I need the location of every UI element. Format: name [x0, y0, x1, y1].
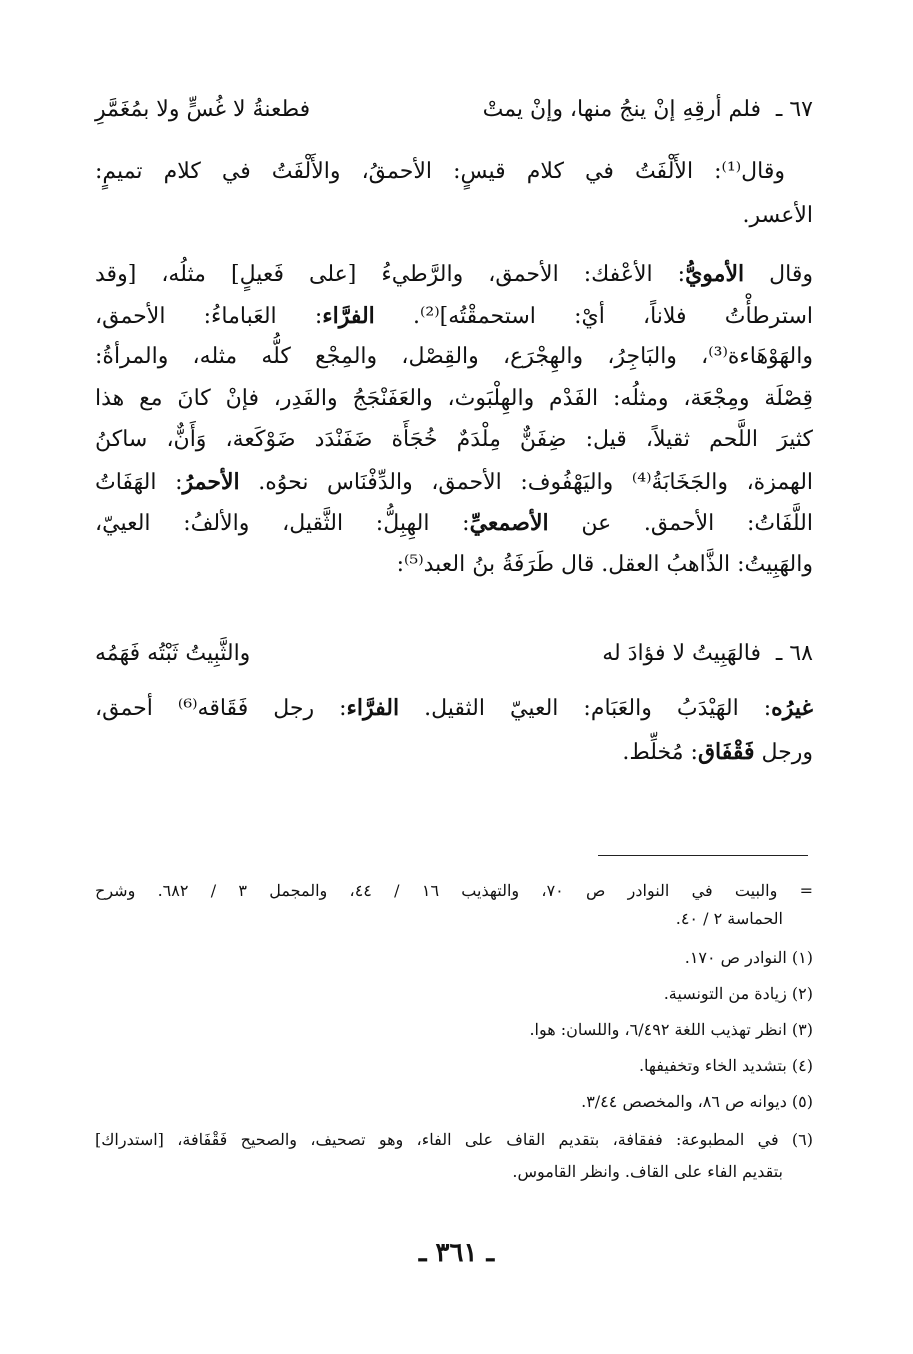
bold-term: الفرَّاء [322, 302, 375, 329]
text-run: اللَّفَاتُ: الأحمق. عن [548, 511, 813, 536]
footnote-separator [598, 855, 808, 856]
paragraph-line [95, 339, 813, 375]
bold-term: الأحمرُ [182, 468, 240, 495]
bold-term: الأصمعيِّ [469, 510, 549, 536]
footnote-item: (١) النوادر ص ١٧٠. [684, 948, 813, 967]
paragraph-line [95, 547, 813, 583]
paragraph-line: الأعسر. [742, 203, 813, 228]
text-run: : الأعْفك: الأحمق، والرَّطيءُ [على فَعيلٍ] مثلُه، [وقد [95, 262, 686, 287]
text-run: ورجل [754, 740, 813, 765]
bold-term: غيرُه [771, 695, 813, 721]
paragraph-line [95, 734, 813, 771]
footnote-item: (٢) زيادة من التونسية. [663, 984, 813, 1003]
text-run: : مُخلِّط. [622, 740, 698, 765]
bold-term: الفرَّاء [346, 695, 400, 721]
paragraph-line [95, 381, 813, 417]
text-run: قِصْلَة ومِجْعَة، ومثلُه: الفَدْم والهِلْبَوث، والعَفَنْجَجُ والفَدِر، فإنْ كانَ مع هذا [95, 385, 813, 411]
text-run: وقال [744, 262, 813, 287]
paragraph-line: وقال⁽¹⁾: الأَلْفَتُ في كلام قيسٍ: الأحمقُ، والأَلْفَتُ في كلام تميمٍ: [95, 159, 785, 184]
paragraph-line [95, 298, 813, 335]
paragraph-line [95, 256, 813, 293]
footnote-item: (٤) بتشديد الخاء وتخفيفها. [638, 1056, 813, 1075]
text-run: والهَوْهَاءة⁽³⁾، والبَاجِرُ، والهِجْرَع، والقِصْل، والمِجْع كلُّه مثله، والمرأةُ: [95, 344, 813, 369]
footnote-continued-line: = والبيت في النوادر ص ٧٠، والتهذيب ١٦ / ٤٤، والمجمل ٣ / ٦٨٢. وشرح [95, 881, 814, 900]
paragraph-line [95, 505, 813, 542]
text-run: : رجل فَقَاقه⁽⁶⁾ أحمق، [95, 696, 347, 721]
verse-hemistich-first: فلم أرقِهِ إنْ ينجُ منها، وإنْ يمتْ [482, 97, 761, 122]
text-run: : الهَيْدَبُ والعَبَام: العييّ الثقيل. [399, 696, 772, 721]
paragraph-line [95, 690, 813, 727]
paragraph-line [95, 422, 813, 458]
footnote-item: (٦) في المطبوعة: ففقافة، بتقديم القاف على الفاء، وهو تصحيف، والصحيح فَقْفَافة، [استدراك] [95, 1130, 813, 1149]
text-run: والهَبِيتُ: الذَّاهبُ العقل. قال طَرَفَةُ بنُ العبد⁽⁵⁾: [396, 551, 813, 577]
text-run: الهمزة، والجَخَابَةُ⁽⁴⁾ واليَهْفُوف: الأحمق، والدِّفْنَاس نحوُه. [239, 469, 814, 495]
footnote-continued-line: الحماسة ٢ / ٤٠. [675, 909, 783, 928]
footnote-item: (٥) ديوانه ص ٨٦، والمخصص ٣/٤٤. [581, 1092, 813, 1111]
footnote-item: بتقديم الفاء على القاف. وانظر القاموس. [512, 1162, 783, 1181]
bold-term: الأمويُّ [685, 261, 745, 287]
text-run: استرطأْتُ فلاناً، أيْ: استحمقْتُه]⁽²⁾. [374, 303, 814, 329]
bold-term: فَقْفَاق [697, 739, 755, 765]
verse-hemistich-second: فطعنةُ لا غُسٍّ ولا بمُغَمَّرِ [95, 97, 311, 122]
text-run: : الهِبِلُّ: الثَّقيل، والألفُ: العييّ، [95, 511, 470, 536]
verse-hemistich-second: والثَّبِيتُ ثَبْتُه فَهَمُه [95, 641, 251, 666]
footnote-item: (٣) انظر تهذيب اللغة ٦/٤٩٢، واللسان: هوا. [529, 1020, 813, 1039]
text-run: : العَباماءُ: الأحمق، [95, 303, 323, 329]
text-run: : الهَفَاتُ [95, 469, 183, 495]
verse-number: ٦٧ ـ [775, 97, 813, 122]
page-number: ـ ٣٦١ ـ [418, 1238, 495, 1268]
verse-hemistich-first: فالهَبِيتُ لا فؤادَ له [602, 641, 761, 666]
paragraph-line [95, 464, 813, 501]
text-run: كثيرَ اللَّحم ثقيلاً، قيل: ضِفَنٌّ مِلْدَمٌ خُجَأَة ضَفَنْدَد ضَوْكَعة، وَأَنٌّ، ساكنُ [95, 427, 813, 452]
verse-number: ٦٨ ـ [775, 641, 813, 666]
